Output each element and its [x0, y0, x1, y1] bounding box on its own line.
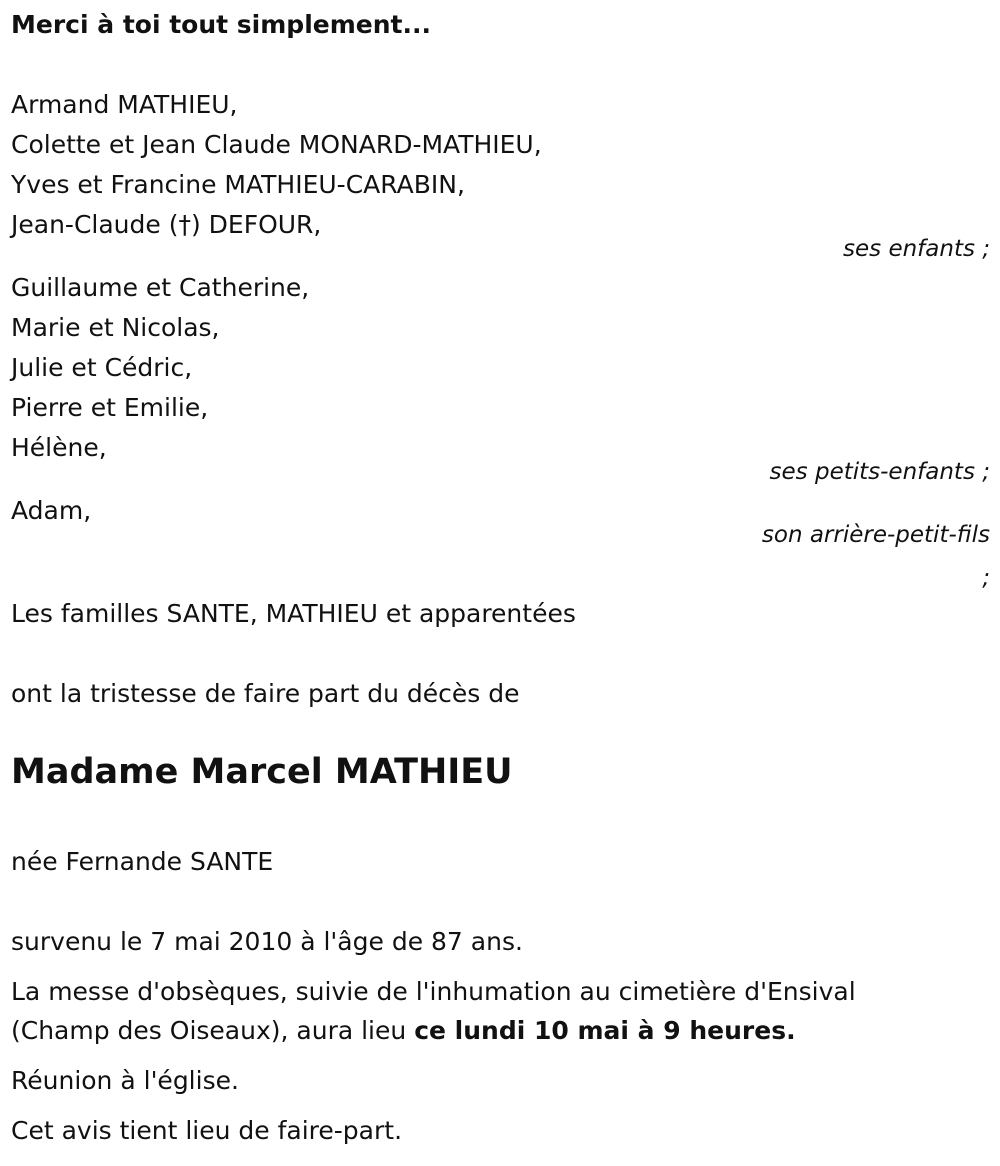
- families-line: Les familles SANTE, MATHIEU et apparentées: [11, 599, 576, 628]
- funeral-line-2: [11, 1016, 796, 1045]
- child-name-3: Yves et Francine MATHIEU-CARABIN,: [11, 170, 465, 199]
- grandchild-name-5: Hélène,: [11, 433, 107, 462]
- announcement-line: ont la tristesse de faire part du décès de: [11, 679, 520, 708]
- grandchild-name-3: Julie et Cédric,: [11, 353, 193, 382]
- child-name-1: Armand MATHIEU,: [11, 90, 238, 119]
- heading: Merci à toi tout simplement...: [11, 10, 431, 39]
- child-name-4: Jean-Claude (†) DEFOUR,: [11, 210, 322, 239]
- child-name-2: Colette et Jean Claude MONARD-MATHIEU,: [11, 130, 542, 159]
- grandchild-name-1: Guillaume et Catherine,: [11, 273, 310, 302]
- great-grandchild-name: Adam,: [11, 496, 92, 525]
- great-grandchild-role: son arrière-petit-fils: [761, 522, 990, 548]
- notice-line: Cet avis tient lieu de faire-part.: [11, 1116, 403, 1145]
- children-role: ses enfants ;: [843, 236, 990, 262]
- grandchild-name-4: Pierre et Emilie,: [11, 393, 209, 422]
- funeral-line-2-prefix: (Champ des Oiseaux), aura lieu: [11, 1016, 415, 1045]
- grandchildren-role: ses petits-enfants ;: [769, 459, 990, 485]
- deceased-name: Madame Marcel MATHIEU: [11, 752, 513, 792]
- grandchild-name-2: Marie et Nicolas,: [11, 313, 220, 342]
- death-info: survenu le 7 mai 2010 à l'âge de 87 ans.: [11, 927, 523, 956]
- funeral-line-1: La messe d'obsèques, suivie de l'inhumation au cimetière d'Ensival: [11, 977, 856, 1006]
- funeral-date-time: ce lundi 10 mai à 9 heures.: [414, 1016, 796, 1045]
- meeting-line: Réunion à l'église.: [11, 1066, 239, 1095]
- great-grandchild-role-end: ;: [982, 565, 990, 591]
- maiden-name: née Fernande SANTE: [11, 847, 274, 876]
